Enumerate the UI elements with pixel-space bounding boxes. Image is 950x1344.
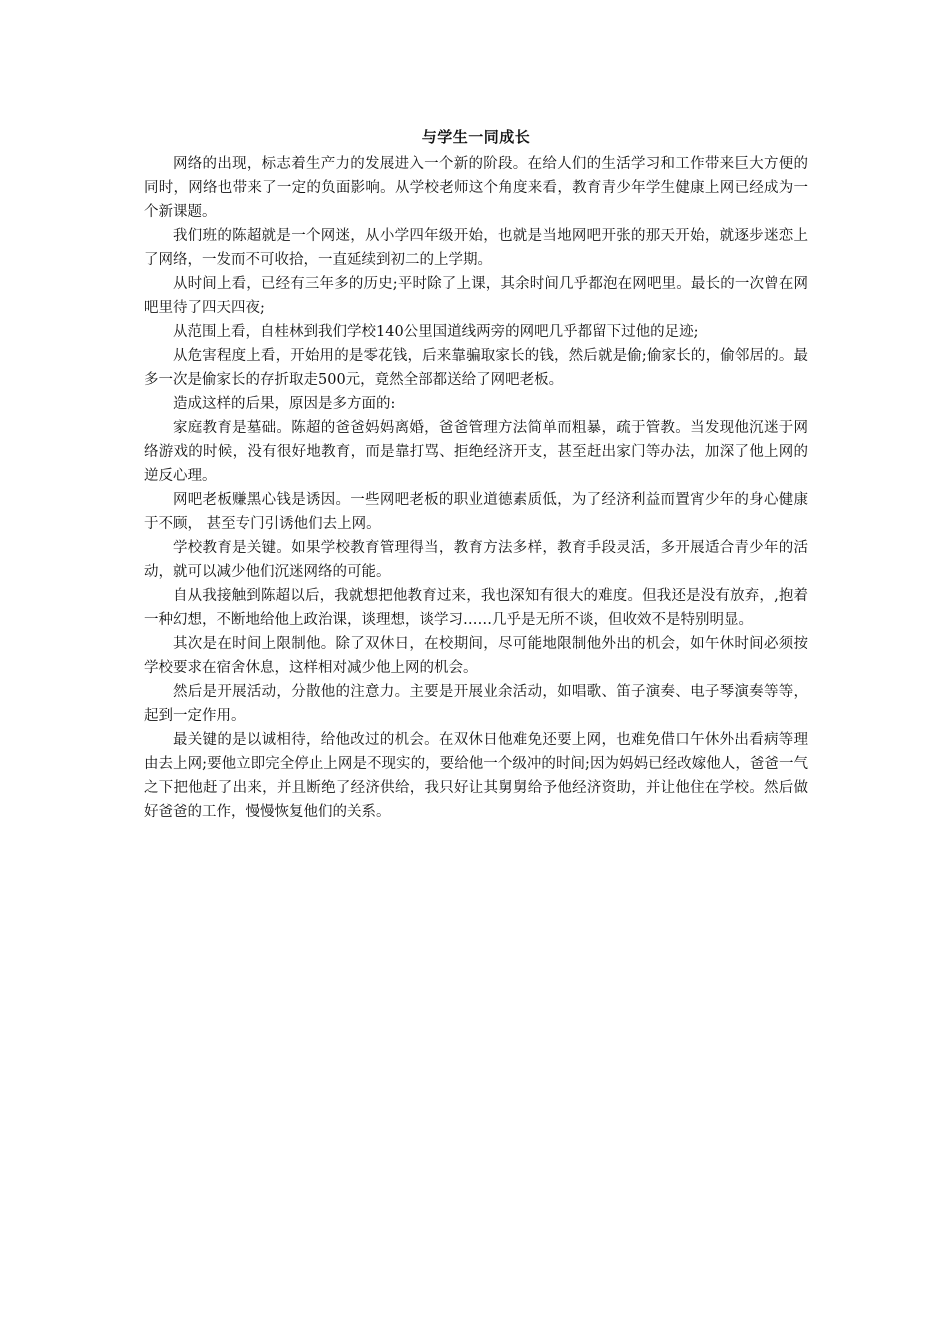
paragraph-8: 网吧老板赚黑心钱是诱因。一些网吧老板的职业道德素质低，为了经济利益而置宵少年的身心健康于不顾， 甚至专门引诱他们去上网。	[144, 492, 808, 532]
paragraph-3: 从时间上看，已经有三年多的历史;平时除了上课，其余时间几乎都泡在网吧里。最长的一次曾在网吧里待了四天四夜;	[144, 276, 808, 316]
document-title: 与学生一同成长	[421, 128, 531, 146]
paragraph-12: 然后是开展活动，分散他的注意力。主要是开展业余活动，如唱歌、笛子演奏、电子琴演奏等等，起到一定作用。	[144, 684, 808, 724]
paragraph-7: 家庭教育是墓础。陈超的爸爸妈妈离婚，爸爸管理方法简单而粗暴，疏于管教。当发现他沉迷于网络游戏的时候，没有很好地教育，而是靠打骂、拒绝经济开支，甚至赶出家门等办法，加深了他上网的逆反心理。	[144, 420, 808, 484]
paragraph-9: 学校教育是关键。如果学校教育管理得当，教育方法多样，教育手段灵活，多开展适合青少年的活动，就可以减少他们沉迷网络的可能。	[144, 540, 808, 580]
paragraph-10: 自从我接触到陈超以后，我就想把他教育过来，我也深知有很大的难度。但我还是没有放弃，,抱着一种幻想，不断地给他上政治课，谈理想，谈学习……几乎是无所不谈，但收效不是特别明显。	[144, 588, 808, 628]
paragraph-2: 我们班的陈超就是一个网迷，从小学四年级开始，也就是当地网吧开张的那天开始，就逐步迷恋上了网络，一发而不可收拾，一直延续到初二的上学期。	[144, 228, 808, 268]
paragraph-4: 从范围上看，自桂林到我们学校140公里国道线两旁的网吧几乎都留下过他的足迹;	[173, 324, 699, 340]
document-body	[144, 125, 808, 824]
paragraph-5: 从危害程度上看，开始用的是零花钱，后来靠骗取家长的钱，然后就是偷;偷家长的，偷邻居的。最多一次是偷家长的存折取走500元，竟然全部都送给了网吧老板。	[144, 348, 808, 388]
paragraph-11: 其次是在时间上限制他。除了双休日，在校期间，尽可能地限制他外出的机会，如午休时间必须按学校要求在宿舍休息，这样相对减少他上网的机会。	[144, 636, 808, 676]
paragraph-6: 造成这样的后果，原因是多方面的:	[173, 396, 396, 412]
paragraph-1: 网络的出现，标志着生产力的发展进入一个新的阶段。在给人们的生活学习和工作带来巨大方便的同时，网络也带来了一定的负面影响。从学校老师这个角度来看，教育青少年学生健康上网已经成为一个新课题。	[144, 156, 808, 220]
paragraph-13: 最关键的是以诚相待，给他改过的机会。在双休日他难免还要上网，也难免借口午休外出看病等理由去上网;要他立即完全停止上网是不现实的，要给他一个级冲的时间;因为妈妈已经改嫁他人，爸爸一气之下把他赶了出来，并且断绝了经济供给，我只好让其舅舅给予他经济资助，并让他住在学校。然后做好爸爸的工作，慢慢恢复他们的关系。	[144, 732, 808, 820]
